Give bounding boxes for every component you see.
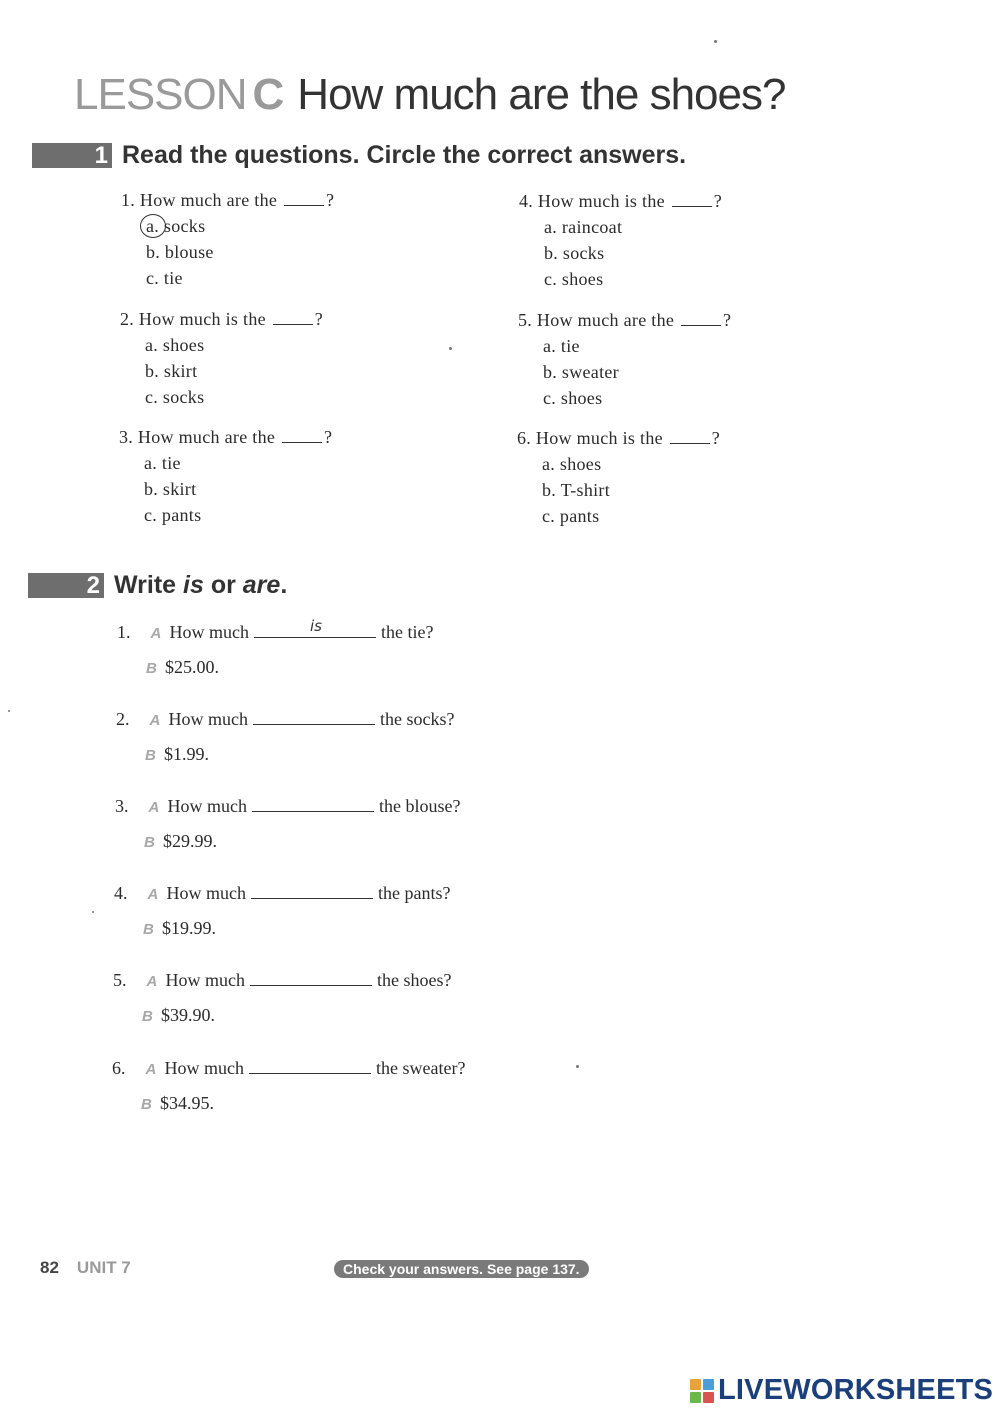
option-item[interactable] (121, 213, 334, 239)
item-reply: $19.99. (162, 918, 216, 938)
option-item[interactable] (119, 502, 332, 528)
logo-tile (703, 1392, 714, 1403)
speaker-a-label: A (148, 799, 160, 816)
speaker-a-label: A (150, 625, 162, 642)
section-2-header (28, 571, 287, 600)
option-label: c. pants (542, 506, 600, 526)
lesson-title-text: How much are the shoes? (297, 70, 786, 119)
instruction-or: or (210, 571, 236, 599)
liveworksheets-logo[interactable] (690, 1374, 993, 1407)
option-label: b. sweater (543, 362, 619, 382)
scan-speck (714, 40, 717, 43)
option-item[interactable] (120, 358, 323, 384)
question-text: How much is the (537, 191, 665, 211)
option-label: b. socks (544, 243, 605, 263)
answer-input[interactable] (250, 965, 372, 986)
page-footer (40, 1258, 131, 1278)
option-label: b. skirt (144, 479, 197, 499)
question-text: How much is the (138, 309, 266, 329)
speaker-a-label: A (149, 712, 161, 729)
item-number: 3. (115, 796, 129, 816)
option-label: b. T-shirt (542, 480, 611, 500)
handwritten-answer: is (310, 617, 322, 635)
brand-name: LIVEWORKSHEETS (718, 1374, 994, 1406)
item-number: 1. (117, 622, 131, 642)
section-instruction (114, 571, 287, 600)
mc-question (519, 188, 722, 292)
option-label: c. tie (146, 268, 183, 288)
question-number: 5. (518, 310, 533, 330)
item-question-end: the tie? (381, 622, 434, 642)
option-label: c. shoes (544, 269, 604, 289)
question-end: ? (314, 309, 324, 329)
dialog-item (112, 1053, 465, 1116)
item-question-start: How much (167, 796, 247, 816)
scan-speck (449, 347, 452, 350)
scan-speck (92, 911, 94, 913)
dialog-item (114, 878, 450, 941)
page-number: 82 (40, 1258, 59, 1277)
option-label: a. tie (144, 453, 181, 473)
dialog-item (116, 704, 454, 767)
question-end: ? (326, 190, 335, 210)
question-number: 1. (121, 190, 136, 210)
item-question-start: How much (164, 1058, 244, 1078)
option-label: c. shoes (543, 388, 603, 408)
item-question-start: How much (168, 709, 248, 729)
scan-speck (8, 710, 10, 712)
check-answers-note: Check your answers. See page 137. (334, 1260, 589, 1278)
answer-input[interactable] (254, 617, 376, 638)
option-item[interactable] (517, 451, 720, 477)
item-number: 4. (114, 883, 128, 903)
mc-question (518, 307, 731, 411)
answer-blank (284, 191, 324, 206)
option-item[interactable] (120, 384, 323, 410)
question-text: How much is the (535, 428, 663, 448)
answer-blank (670, 429, 710, 444)
mc-question (517, 425, 720, 529)
speaker-b-label: B (142, 1008, 153, 1025)
option-item[interactable] (519, 240, 722, 266)
circled-answer-mark (140, 214, 166, 238)
question-number: 6. (517, 428, 532, 448)
option-label: a. socks (146, 216, 206, 236)
answer-blank (273, 310, 313, 325)
option-label: c. pants (144, 505, 202, 525)
speaker-b-label: B (143, 921, 154, 938)
option-label: b. blouse (146, 242, 214, 262)
option-item[interactable] (121, 265, 334, 291)
option-label: a. shoes (145, 335, 205, 355)
answer-input[interactable] (249, 1053, 371, 1074)
answer-input[interactable] (252, 791, 374, 812)
option-item[interactable] (518, 359, 731, 385)
option-item[interactable] (518, 385, 731, 411)
option-item[interactable] (519, 214, 722, 240)
speaker-b-label: B (145, 747, 156, 764)
logo-tile (703, 1379, 714, 1390)
question-text: How much are the (536, 310, 675, 330)
option-item[interactable] (517, 477, 720, 503)
question-end: ? (713, 191, 723, 211)
lesson-letter: C (252, 70, 284, 119)
question-end: ? (711, 428, 721, 448)
option-label: a. shoes (542, 454, 602, 474)
option-label: a. raincoat (544, 217, 623, 237)
instruction-are: are (242, 571, 281, 599)
speaker-a-label: A (147, 886, 159, 903)
item-question-end: the sweater? (376, 1058, 466, 1078)
item-reply: $39.90. (161, 1005, 215, 1025)
item-reply: $1.99. (164, 744, 209, 764)
option-label: b. skirt (145, 361, 198, 381)
speaker-a-label: A (146, 973, 158, 990)
section-number-badge: 1 (32, 143, 112, 168)
answer-blank (672, 192, 712, 207)
dialog-item (117, 617, 433, 680)
option-item[interactable] (517, 503, 720, 529)
speaker-b-label: B (144, 834, 155, 851)
item-reply: $34.95. (160, 1093, 214, 1113)
section-instruction: Read the questions. Circle the correct answers. (122, 141, 687, 169)
dialog-item (115, 791, 460, 854)
speaker-b-label: B (141, 1096, 152, 1113)
page-title (74, 70, 785, 120)
item-number: 2. (116, 709, 130, 729)
item-number: 5. (113, 970, 127, 990)
instruction-word: Write (114, 571, 177, 599)
item-number: 6. (112, 1058, 126, 1078)
option-item[interactable] (119, 476, 332, 502)
item-question-end: the blouse? (379, 796, 461, 816)
logo-tile (690, 1379, 701, 1390)
question-number: 4. (519, 191, 534, 211)
dialog-item (113, 965, 451, 1028)
option-label: c. socks (145, 387, 205, 407)
instruction-is: is (183, 571, 204, 599)
question-text: How much are the (137, 427, 276, 447)
instruction-period: . (280, 571, 288, 599)
logo-grid-icon (690, 1379, 714, 1403)
item-question-end: the shoes? (377, 970, 452, 990)
mc-question (120, 306, 323, 410)
item-question-start: How much (166, 883, 246, 903)
answer-input[interactable] (253, 704, 375, 725)
question-number: 2. (120, 309, 135, 329)
question-number: 3. (119, 427, 134, 447)
item-reply: $29.99. (163, 831, 217, 851)
mc-question (121, 187, 334, 291)
option-label: a. tie (543, 336, 580, 356)
question-text: How much are the (139, 190, 278, 210)
answer-blank (282, 428, 322, 443)
scan-speck (576, 1065, 579, 1068)
answer-input[interactable] (251, 878, 373, 899)
question-end: ? (324, 427, 333, 447)
lesson-label: LESSON (74, 70, 247, 119)
question-end: ? (723, 310, 732, 330)
option-item[interactable] (121, 239, 334, 265)
option-item[interactable] (519, 266, 722, 292)
answer-blank (681, 311, 721, 326)
option-item[interactable] (120, 332, 323, 358)
item-question-start: How much (165, 970, 245, 990)
mc-question (119, 424, 332, 528)
option-item[interactable] (119, 450, 332, 476)
item-reply: $25.00. (165, 657, 219, 677)
speaker-a-label: A (145, 1061, 157, 1078)
item-question-end: the socks? (380, 709, 455, 729)
section-number-badge: 2 (28, 573, 104, 598)
logo-tile (690, 1392, 701, 1403)
speaker-b-label: B (146, 660, 157, 677)
unit-label: UNIT 7 (76, 1258, 131, 1277)
option-item[interactable] (518, 333, 731, 359)
item-question-end: the pants? (378, 883, 451, 903)
item-question-start: How much (169, 622, 249, 642)
section-1-header (32, 141, 686, 170)
